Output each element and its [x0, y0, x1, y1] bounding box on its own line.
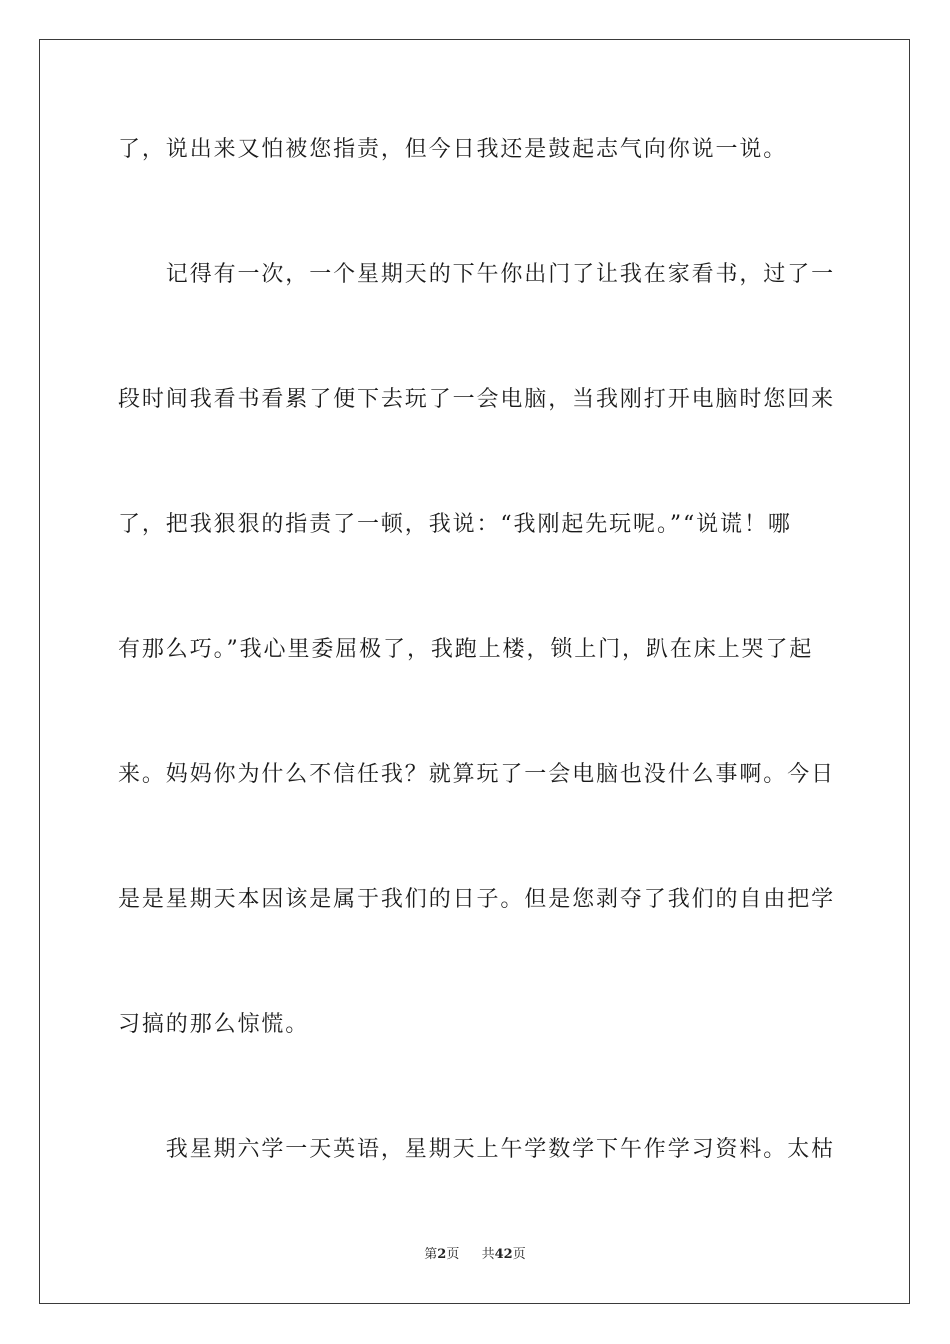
- body-text-line: 了，把我狠狠的指责了一顿，我说：“我刚起先玩呢。”“说谎！哪: [118, 512, 792, 537]
- page-suffix: 页: [446, 1247, 460, 1262]
- page-number: 2: [437, 1247, 447, 1262]
- body-text-line: 我星期六学一天英语，星期天上午学数学下午作学习资料。太枯: [118, 1137, 836, 1162]
- body-text-line: 来。妈妈你为什么不信任我？就算玩了一会电脑也没什么事啊。今日: [118, 762, 836, 787]
- body-text-line: 有那么巧。”我心里委屈极了，我跑上楼，锁上门，趴在床上哭了起: [118, 637, 814, 662]
- page-footer: [0, 1245, 950, 1265]
- page-prefix: 第: [424, 1247, 438, 1262]
- page-indicator: [424, 1245, 459, 1265]
- body-text-line: 记得有一次，一个星期天的下午你出门了让我在家看书，过了一: [118, 262, 836, 287]
- body-text-line: 习搞的那么惊慌。: [118, 1012, 310, 1037]
- body-text-line: 了，说出来又怕被您指责，但今日我还是鼓起志气向你说一说。: [118, 137, 788, 162]
- total-prefix: 共: [481, 1247, 495, 1262]
- total-page-count: 42: [494, 1247, 513, 1262]
- total-pages-indicator: [482, 1245, 526, 1265]
- body-text-line: 段时间我看书看累了便下去玩了一会电脑，当我刚打开电脑时您回来: [118, 387, 836, 412]
- body-text-line: 是是星期天本因该是属于我们的日子。但是您剥夺了我们的自由把学: [118, 887, 836, 912]
- page-border: [39, 39, 910, 1304]
- total-suffix: 页: [512, 1247, 526, 1262]
